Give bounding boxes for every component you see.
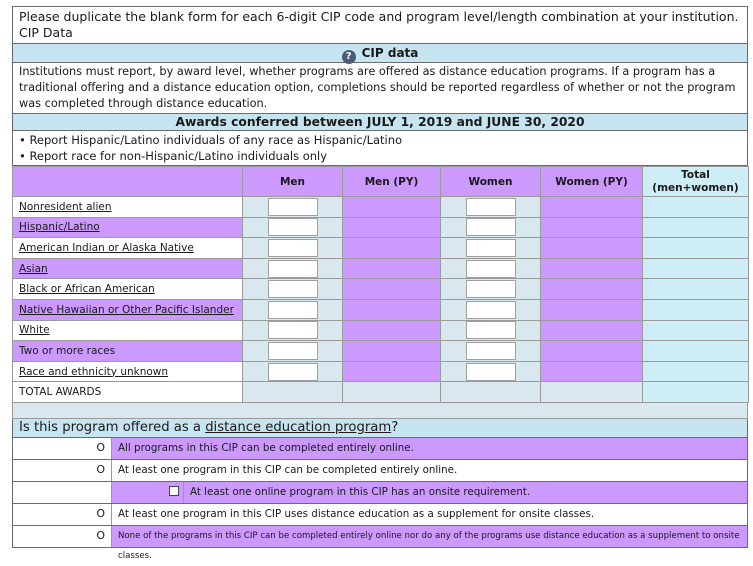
women-cell xyxy=(441,361,541,382)
radio-all-online[interactable]: O xyxy=(13,438,111,459)
table-row xyxy=(13,217,749,238)
women-input[interactable] xyxy=(466,239,516,257)
option-all-online[interactable] xyxy=(12,438,748,460)
men-input[interactable] xyxy=(268,239,318,257)
table-row xyxy=(13,258,749,279)
men-input[interactable] xyxy=(268,342,318,360)
col-total: Total (men+women) xyxy=(643,167,749,197)
women-cell xyxy=(441,279,541,300)
men-py-cell xyxy=(343,238,441,259)
men-cell xyxy=(243,258,343,279)
help-icon[interactable]: ? xyxy=(342,50,356,64)
men-input[interactable] xyxy=(268,321,318,339)
men-input[interactable] xyxy=(268,363,318,381)
women-py-cell xyxy=(541,299,643,320)
instructions-line-1: Please duplicate the blank form for each 6-digit CIP code and program level/length combination at your institution. xyxy=(19,9,739,24)
men-input[interactable] xyxy=(268,260,318,278)
men-cell xyxy=(243,299,343,320)
women-py-cell xyxy=(541,341,643,362)
men-py-cell xyxy=(343,279,441,300)
indent-blank xyxy=(13,482,111,503)
men-py-cell xyxy=(343,299,441,320)
total-cell xyxy=(643,341,749,362)
row-label[interactable]: Race and ethnicity unknown xyxy=(13,361,243,382)
option-label-all-online: All programs in this CIP can be completed entirely online. xyxy=(111,438,747,459)
row-label[interactable]: Nonresident alien xyxy=(13,197,243,218)
distance-ed-link[interactable]: distance education program xyxy=(205,419,392,435)
men-cell xyxy=(243,320,343,341)
table-row xyxy=(13,341,749,362)
men-py-cell xyxy=(343,320,441,341)
women-cell xyxy=(441,299,541,320)
total-cell xyxy=(643,361,749,382)
section-title: CIP data xyxy=(361,46,419,60)
men-input[interactable] xyxy=(268,280,318,298)
women-cell xyxy=(441,238,541,259)
total-cell xyxy=(643,217,749,238)
total-row xyxy=(13,382,749,403)
option-onsite-requirement[interactable] xyxy=(12,482,748,504)
note-race: • Report race for non-Hispanic/Latino individuals only xyxy=(19,149,328,163)
awards-period-title: Awards conferred between JULY 1, 2019 and JUNE 30, 2020 xyxy=(13,113,747,130)
women-py-cell xyxy=(541,320,643,341)
onsite-requirement-checkbox[interactable] xyxy=(169,486,179,496)
checkbox-cell xyxy=(111,482,183,503)
col-blank xyxy=(13,167,243,197)
total-grand xyxy=(643,382,749,403)
radio-none[interactable]: O xyxy=(13,526,111,547)
option-label-some-online: At least one program in this CIP can be completed entirely online. xyxy=(111,460,747,481)
row-label[interactable]: Native Hawaiian or Other Pacific Islander xyxy=(13,299,243,320)
option-supplement[interactable] xyxy=(12,504,748,526)
total-cell xyxy=(643,320,749,341)
women-py-cell xyxy=(541,258,643,279)
col-men-py: Men (PY) xyxy=(343,167,441,197)
women-input[interactable] xyxy=(466,301,516,319)
total-men xyxy=(243,382,343,403)
total-cell xyxy=(643,299,749,320)
note-hispanic: • Report Hispanic/Latino individuals of any race as Hispanic/Latino xyxy=(19,133,403,147)
men-py-cell xyxy=(343,217,441,238)
total-men-py xyxy=(343,382,441,403)
question-prefix: Is this program offered as a xyxy=(19,419,206,435)
col-women: Women xyxy=(441,167,541,197)
instructions xyxy=(13,7,747,43)
table-row xyxy=(13,238,749,259)
men-cell xyxy=(243,197,343,218)
table-row xyxy=(13,279,749,300)
women-input[interactable] xyxy=(466,280,516,298)
men-py-cell xyxy=(343,197,441,218)
men-input[interactable] xyxy=(268,198,318,216)
row-label[interactable]: Asian xyxy=(13,258,243,279)
awards-table xyxy=(12,166,749,403)
option-label-onsite-requirement: At least one online program in this CIP has an onsite requirement. xyxy=(183,482,747,503)
women-input[interactable] xyxy=(466,198,516,216)
total-women-py xyxy=(541,382,643,403)
men-py-cell xyxy=(343,258,441,279)
option-none[interactable] xyxy=(12,526,748,561)
option-label-supplement: At least one program in this CIP uses distance education as a supplement for onsite classes. xyxy=(111,504,747,525)
col-men: Men xyxy=(243,167,343,197)
women-input[interactable] xyxy=(466,218,516,236)
section-header xyxy=(13,43,747,62)
women-input[interactable] xyxy=(466,342,516,360)
reporting-notes xyxy=(13,130,747,165)
women-cell xyxy=(441,197,541,218)
women-py-cell xyxy=(541,361,643,382)
table-spacer xyxy=(12,403,748,419)
men-cell xyxy=(243,238,343,259)
total-cell xyxy=(643,197,749,218)
row-label[interactable]: Hispanic/Latino xyxy=(13,217,243,238)
men-cell xyxy=(243,279,343,300)
total-cell xyxy=(643,238,749,259)
women-py-cell xyxy=(541,279,643,300)
men-input[interactable] xyxy=(268,301,318,319)
total-cell xyxy=(643,279,749,300)
question-suffix: ? xyxy=(391,419,399,435)
table-row xyxy=(13,320,749,341)
women-cell xyxy=(441,341,541,362)
total-women xyxy=(441,382,541,403)
women-input[interactable] xyxy=(466,363,516,381)
row-label: TOTAL AWARDS xyxy=(13,382,243,403)
women-py-cell xyxy=(541,217,643,238)
women-py-cell xyxy=(541,197,643,218)
option-some-online[interactable] xyxy=(12,460,748,482)
women-input[interactable] xyxy=(466,260,516,278)
total-cell xyxy=(643,258,749,279)
women-cell xyxy=(441,320,541,341)
men-cell xyxy=(243,341,343,362)
women-py-cell xyxy=(541,238,643,259)
option-label-none: None of the programs in this CIP can be completed entirely online nor do any of the programs use distance education as a supplement to onsite classes. xyxy=(111,526,747,547)
table-header-row xyxy=(13,167,749,197)
table-row xyxy=(13,361,749,382)
table-row xyxy=(13,197,749,218)
men-cell xyxy=(243,361,343,382)
distance-ed-question xyxy=(12,419,748,438)
section-description: Institutions must report, by award level, whether programs are offered as distance education programs. If a program has a traditional offering and a distance education option, completions should be reported regardless of whether or not the program was completed through distance education. xyxy=(13,62,747,113)
men-input[interactable] xyxy=(268,218,318,236)
women-cell xyxy=(441,258,541,279)
men-py-cell xyxy=(343,361,441,382)
instructions-line-2: CIP Data xyxy=(19,25,73,40)
men-py-cell xyxy=(343,341,441,362)
radio-some-online[interactable]: O xyxy=(13,460,111,481)
women-input[interactable] xyxy=(466,321,516,339)
row-label[interactable]: White xyxy=(13,320,243,341)
table-row xyxy=(13,299,749,320)
row-label[interactable]: Black or African American xyxy=(13,279,243,300)
row-label[interactable]: American Indian or Alaska Native xyxy=(13,238,243,259)
col-women-py: Women (PY) xyxy=(541,167,643,197)
women-cell xyxy=(441,217,541,238)
radio-supplement[interactable]: O xyxy=(13,504,111,525)
row-label: Two or more races xyxy=(13,341,243,362)
men-cell xyxy=(243,217,343,238)
